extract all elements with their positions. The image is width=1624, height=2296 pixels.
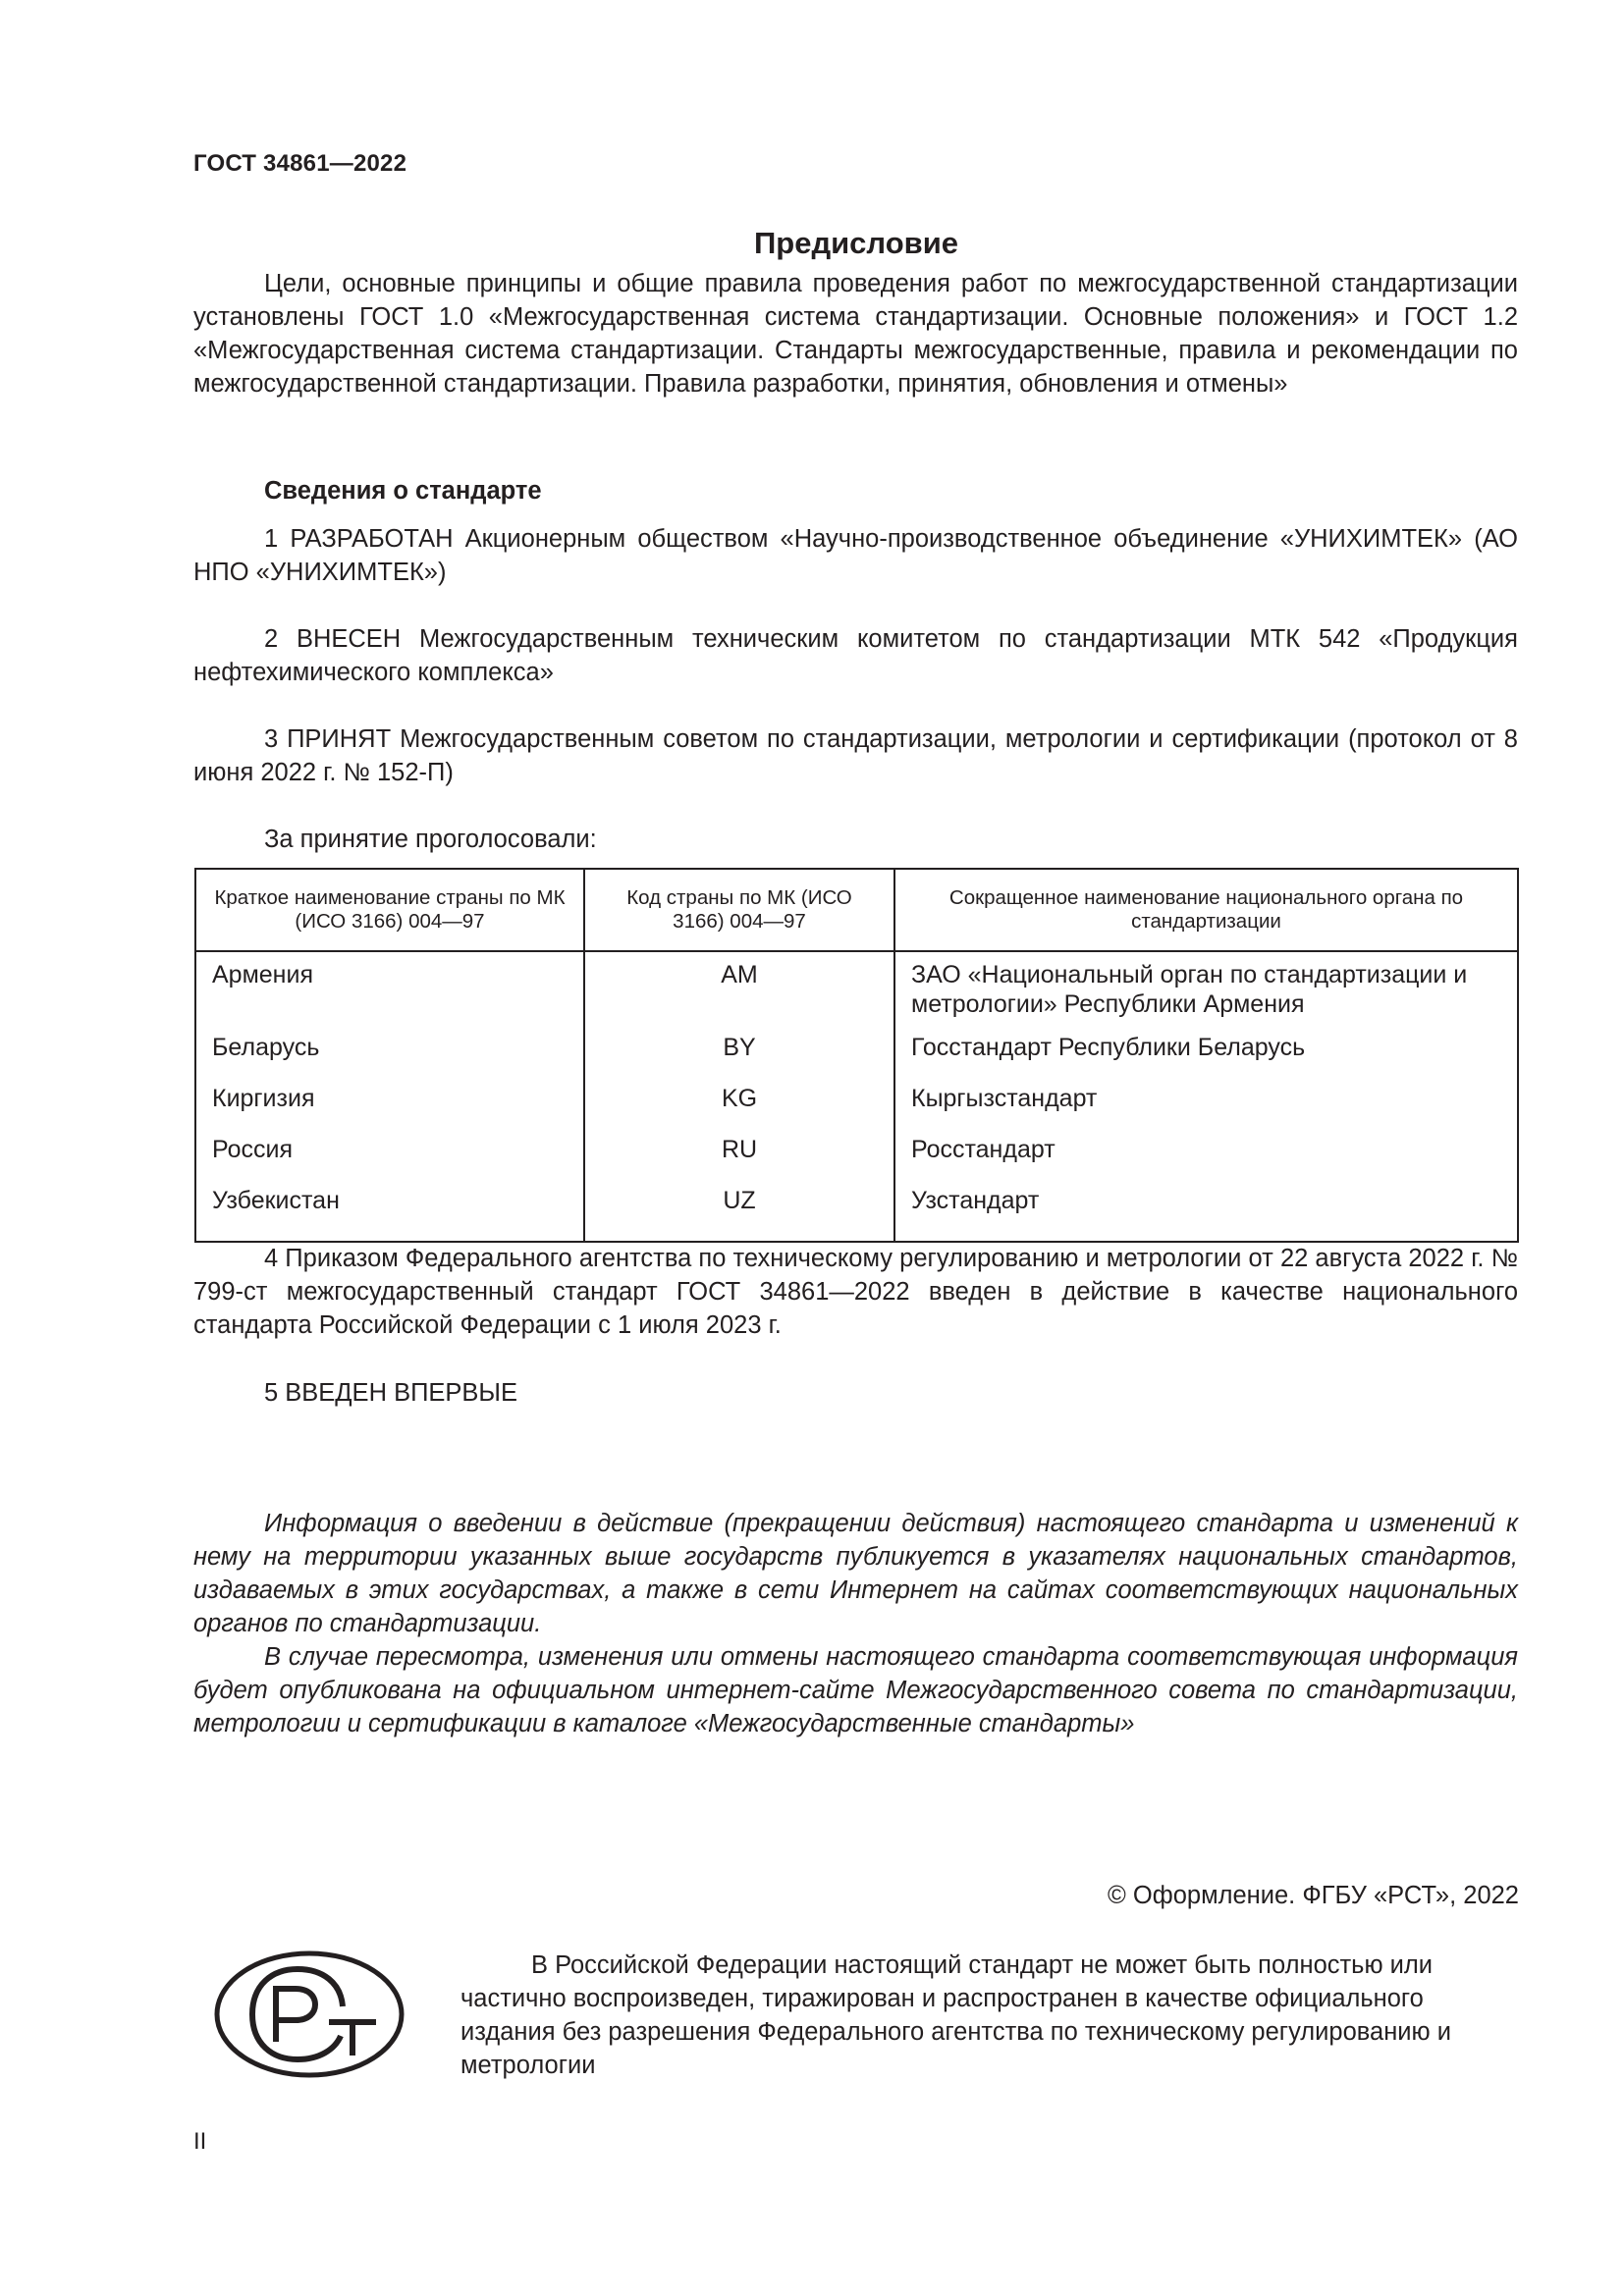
item-developed: 1 РАЗРАБОТАН Акционерным обществом «Научно-производственное объединение «УНИХИМТЕК» (АО НПО «УНИХИМТЕК») — [193, 525, 1518, 586]
info-heading: Сведения о стандарте — [264, 477, 542, 505]
notice-paragraph-2: В случае пересмотра, изменения или отмены настоящего стандарта соответствующая информация будет опубликована на официальном интернет-сайте Межгосударственного совета по стандартизации, метрологии и сертификации в каталоге «Межгосударственные стандарты» — [193, 1643, 1518, 1737]
cell-country: Беларусь — [195, 1031, 584, 1082]
cell-body: Госстандарт Республики Беларусь — [894, 1031, 1518, 1082]
rst-logo — [211, 1946, 407, 2083]
cell-body: Кыргызстандарт — [894, 1082, 1518, 1133]
page-number: II — [193, 2128, 207, 2155]
item-order: 4 Приказом Федерального агентства по техническому регулированию и метрологии от 22 августа 2022 г. № 799-ст межгосударственный стандарт ГОСТ 34861—2022 введен в действие в качестве национального стандарта Российской Федерации с 1 июля 2023 г. — [193, 1245, 1518, 1339]
voting-table — [194, 868, 1519, 1243]
table-header-row — [195, 869, 1518, 951]
cell-country: Армения — [195, 951, 584, 1031]
cell-body: Росстандарт — [894, 1133, 1518, 1184]
vote-intro: За принятие проголосовали: — [264, 826, 597, 853]
cell-body: ЗАО «Национальный орган по стандартизации и метрологии» Республики Армения — [894, 951, 1518, 1031]
cell-country: Киргизия — [195, 1082, 584, 1133]
reproduction-notice: В Российской Федерации настоящий стандарт не может быть полностью или частично воспроизведен, тиражирован и распространен в качестве официального издания без разрешения Федерального агентства по техническому регулированию и метрологии — [460, 1951, 1451, 2079]
cell-code: RU — [584, 1133, 894, 1184]
item-introduced: 2 ВНЕСЕН Межгосударственным техническим комитетом по стандартизации МТК 542 «Продукция нефтехимического комплекса» — [193, 625, 1518, 686]
table-row — [195, 1184, 1518, 1242]
cell-code: AM — [584, 951, 894, 1031]
item-first-introduced: 5 ВВЕДЕН ВПЕРВЫЕ — [264, 1379, 518, 1407]
table-row — [195, 1031, 1518, 1082]
column-header-body: Сокращенное наименование национального органа по стандартизации — [894, 869, 1518, 951]
cell-country: Узбекистан — [195, 1184, 584, 1242]
cell-code: BY — [584, 1031, 894, 1082]
page-title: Предисловие — [753, 226, 958, 260]
document-number: ГОСТ 34861—2022 — [193, 150, 407, 177]
column-header-code: Код страны по МК (ИСО 3166) 004—97 — [584, 869, 894, 951]
intro-paragraph: Цели, основные принципы и общие правила проведения работ по межгосударственной стандартизации установлены ГОСТ 1.0 «Межгосударственная система стандартизации. Основные положения» и ГОСТ 1.2 «Межгосударственная система стандартизации. Стандарты межгосударственные, правила и рекомендации по межгосударственной стандартизации. Правила разработки, принятия, обновления и отмены» — [193, 270, 1518, 398]
table-row — [195, 951, 1518, 1031]
item-adopted: 3 ПРИНЯТ Межгосударственным советом по стандартизации, метрологии и сертификации (протокол от 8 июня 2022 г. № 152-П) — [193, 725, 1518, 786]
cell-code: UZ — [584, 1184, 894, 1242]
notice-paragraph-1: Информация о введении в действие (прекращении действия) настоящего стандарта и изменений к нему на территории указанных выше государств публикуется в указателях национальных стандартов, издаваемых в этих государствах, а также в сети Интернет на сайтах соответствующих национальных органов по стандартизации. — [193, 1510, 1518, 1637]
cell-code: KG — [584, 1082, 894, 1133]
table-row — [195, 1082, 1518, 1133]
cell-country: Россия — [195, 1133, 584, 1184]
cell-body: Узстандарт — [894, 1184, 1518, 1242]
copyright-line: © Оформление. ФГБУ «РСТ», 2022 — [1108, 1882, 1519, 1909]
table-row — [195, 1133, 1518, 1184]
column-header-country: Краткое наименование страны по МК (ИСО 3166) 004—97 — [195, 869, 584, 951]
